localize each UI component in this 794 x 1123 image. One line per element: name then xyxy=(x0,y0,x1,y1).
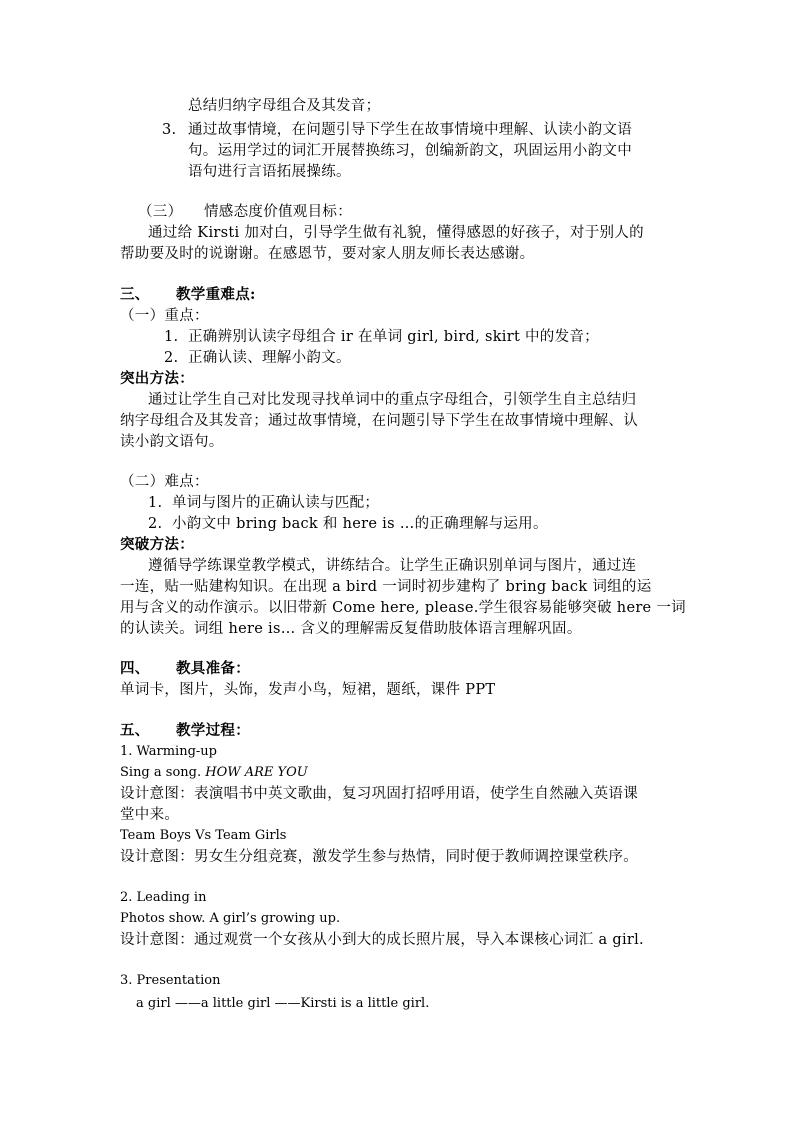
section-3-title: 教学重难点: xyxy=(176,286,256,303)
sing-prefix: Sing a song. xyxy=(120,765,206,780)
method-line-2: 纳字母组合及其发音；通过故事情境，在问题引导下学生在故事情境中理解、认 xyxy=(120,413,638,429)
difficulty-1-text: 单词与图片的正确认读与匹配； xyxy=(172,495,380,511)
emotion-goal-number: （三） xyxy=(138,204,183,220)
objective-3-line-3: 语句进行言语拓展操练。 xyxy=(188,164,351,180)
section-5-number: 五、 xyxy=(120,722,150,739)
breakthrough-title: 突破方法： xyxy=(120,536,194,553)
key-point-1-number: 1. xyxy=(164,329,179,345)
objective-3-line-1: 通过故事情境，在问题引导下学生在故事情境中理解、认读小韵文语 xyxy=(188,122,632,138)
design-intent-2: 设计意图：男女生分组竞赛，激发学生参与热情，同时便于教师调控课堂秩序。 xyxy=(120,849,638,865)
key-points-heading: （一）重点： xyxy=(120,308,209,324)
breakthrough-line-3: 用与含义的动作演示。以旧带新 Come here, please.学生很容易能够突破 here 一词 xyxy=(120,600,686,616)
design-intent-1-line-1: 设计意图：表演唱书中英文歌曲，复习巩固打招呼用语，使学生自然融入英语课 xyxy=(120,786,638,802)
step-2-title: 2. Leading in xyxy=(120,890,207,905)
design-intent-3: 设计意图：通过观赏一个女孩从小到大的成长照片展，导入本课核心词汇 a girl. xyxy=(120,932,644,948)
design-intent-1-line-2: 堂中来。 xyxy=(120,807,180,823)
difficulty-2-number: 2. xyxy=(148,516,163,532)
breakthrough-line-2: 一连，贴一贴建构知识。在出现 a bird 一词时初步建构了 bring back 词组的运 xyxy=(120,579,652,595)
photos-show: Photos show. A girl’s growing up. xyxy=(120,911,341,926)
presentation-line: a girl ——a little girl ——Kirsti is a little girl. xyxy=(136,996,430,1011)
breakthrough-line-4: 的认读关。词组 here is… 含义的理解需反复借助肢体语言理解巩固。 xyxy=(120,621,582,637)
breakthrough-line-1: 遵循导学练课堂教学模式，讲练结合。让学生正确识别单词与图片，通过连 xyxy=(148,558,637,574)
difficulty-2-text: 小韵文中 bring back 和 here is …的正确理解与运用。 xyxy=(172,516,548,532)
difficulties-heading: （二）难点： xyxy=(120,474,209,490)
section-5-title: 教学过程： xyxy=(176,722,250,739)
section-3-number: 三、 xyxy=(120,286,150,303)
emotion-goal-title: 情感态度价值观目标： xyxy=(204,204,352,220)
key-point-2-number: 2. xyxy=(164,350,179,366)
difficulty-1-number: 1. xyxy=(148,495,163,511)
step-1-title: 1. Warming-up xyxy=(120,744,217,759)
sing-a-song xyxy=(120,763,308,783)
emotion-goal-line-2: 帮助要及时的说谢谢。在感恩节，要对家人朋友师长表达感谢。 xyxy=(120,246,535,262)
method-line-3: 读小韵文语句。 xyxy=(120,434,224,450)
step-3-title: 3. Presentation xyxy=(120,973,221,988)
key-point-2-text: 正确认读、理解小韵文。 xyxy=(188,350,351,366)
teaching-aids: 单词卡，图片，头饰，发声小鸟，短裙，题纸，课件 PPT xyxy=(120,682,496,698)
objective-3-line-2: 句。运用学过的词汇开展替换练习，创编新韵文，巩固运用小韵文中 xyxy=(188,143,632,159)
song-title: HOW ARE YOU xyxy=(205,765,308,780)
emotion-goal-line-1: 通过给 Kirsti 加对白，引导学生做有礼貌，懂得感恩的好孩子，对于别人的 xyxy=(148,225,644,241)
method-line-1: 通过让学生自己对比发现寻找单词中的重点字母组合，引领学生自主总结归 xyxy=(148,392,637,408)
method-title: 突出方法： xyxy=(120,370,194,387)
team-competition: Team Boys Vs Team Girls xyxy=(120,828,287,843)
objective-3-number: 3. xyxy=(162,122,177,138)
section-4-number: 四、 xyxy=(120,660,150,677)
key-point-1-text: 正确辨别认读字母组合 ir 在单词 girl, bird, skirt 中的发音； xyxy=(188,329,599,345)
section-4-title: 教具准备： xyxy=(176,660,250,677)
objective-2-continuation: 总结归纳字母组合及其发音； xyxy=(188,98,381,114)
